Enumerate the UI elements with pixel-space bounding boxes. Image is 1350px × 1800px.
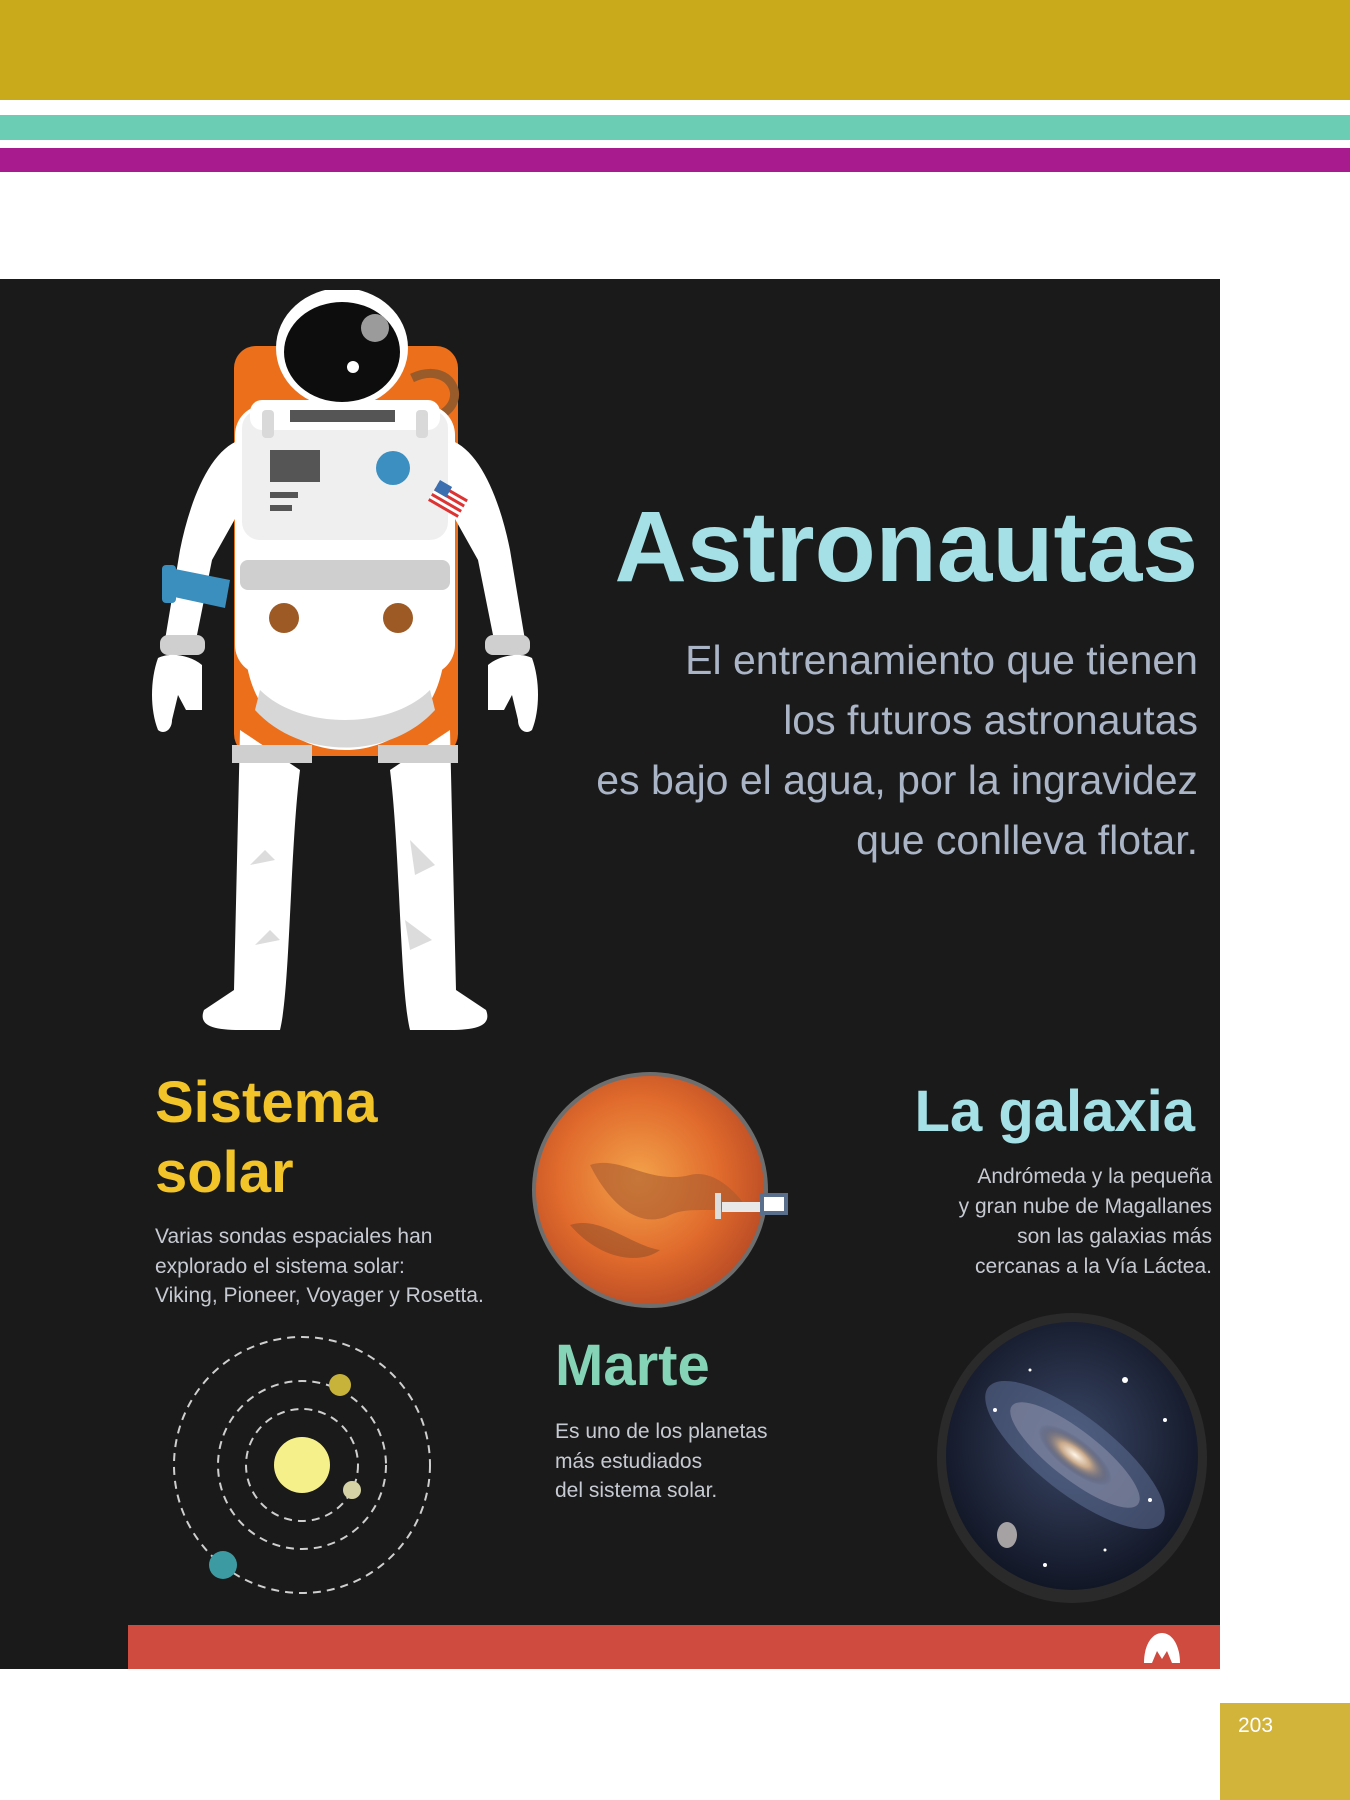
header-band-gold xyxy=(0,0,1350,100)
mars-text: Es uno de los planetas más estudiados del sistema solar. xyxy=(555,1420,768,1502)
solar-system-heading: Sistema solar xyxy=(155,1070,378,1205)
header-band-teal xyxy=(0,115,1350,140)
mars-planet-icon xyxy=(530,1065,810,1315)
astronaut-icon xyxy=(150,290,540,1030)
solar-system-orbits-icon xyxy=(165,1325,435,1595)
page-title: Astronautas xyxy=(614,491,1198,603)
footer-bar xyxy=(128,1625,1220,1669)
subtitle-line: que conlleva flotar. xyxy=(856,817,1198,863)
page-number-box xyxy=(1220,1703,1350,1800)
page-number: 203 xyxy=(1238,1714,1274,1737)
solar-system-text: Varias sondas espaciales han explorado el sistema solar: Viking, Pioneer, Voyager y Rosetta. xyxy=(155,1225,484,1307)
page-subtitle xyxy=(498,630,1198,870)
header-band-magenta xyxy=(0,148,1350,172)
galaxy-icon xyxy=(935,1310,1215,1610)
subtitle-line: El entrenamiento que tienen xyxy=(685,637,1198,683)
subtitle-line: los futuros astronautas xyxy=(783,697,1198,743)
galaxy-heading: La galaxia xyxy=(914,1079,1195,1144)
mars-heading: Marte xyxy=(555,1333,710,1398)
mountain-logo-icon xyxy=(1142,1629,1182,1665)
galaxy-text: Andrómeda y la pequeña y gran nube de Magallanes son las galaxias más cercanas a la Vía Láctea. xyxy=(958,1165,1212,1278)
subtitle-line: es bajo el agua, por la ingravidez xyxy=(596,757,1198,803)
